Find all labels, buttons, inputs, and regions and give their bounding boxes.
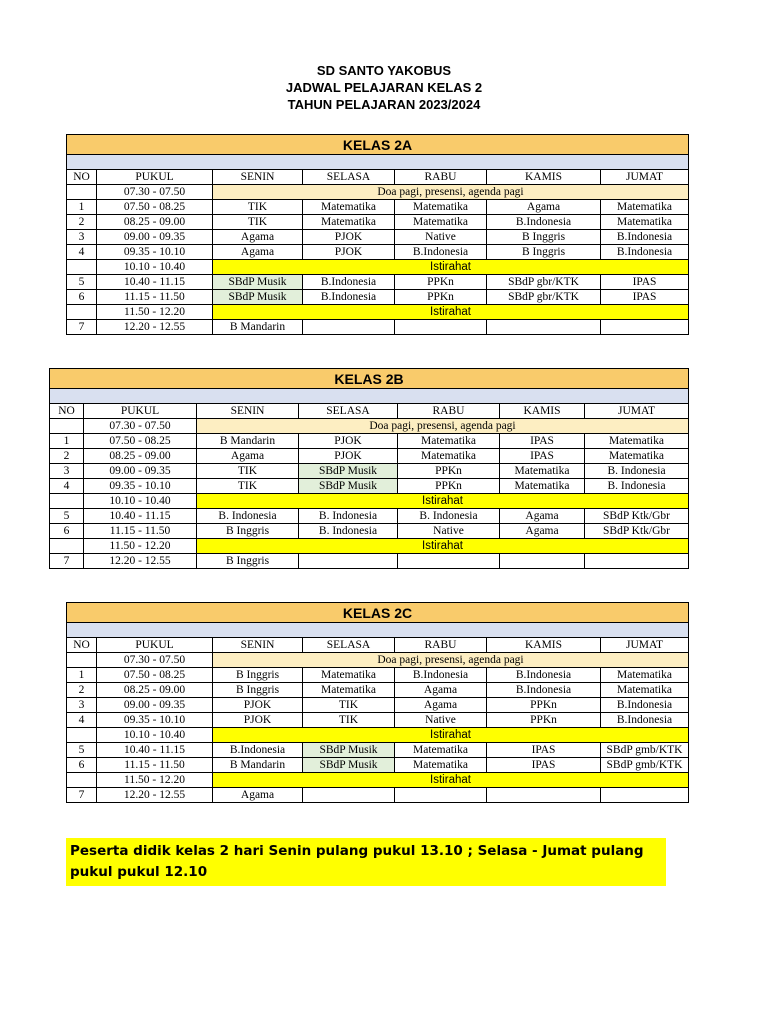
subject-cell: Agama <box>395 698 487 713</box>
subject-cell: Matematika <box>601 683 689 698</box>
subject-cell: Matematika <box>303 668 395 683</box>
subject-cell: B Mandarin <box>213 320 303 335</box>
period-number: 7 <box>67 320 97 335</box>
period-time: 08.25 - 09.00 <box>84 449 197 464</box>
period-number: 1 <box>67 200 97 215</box>
table-row <box>67 728 689 743</box>
school-name: SD SANTO YAKOBUS <box>316 63 452 78</box>
schedule-table-2a <box>66 134 689 335</box>
morning-agenda-label: Doa pagi, presensi, agenda pagi <box>213 653 689 668</box>
table-row <box>67 290 689 305</box>
period-number <box>67 305 97 320</box>
table-row <box>67 230 689 245</box>
subject-cell: B.Indonesia <box>303 275 395 290</box>
subject-cell: Matematika <box>585 449 689 464</box>
subject-cell: PPKn <box>398 464 500 479</box>
column-header-row <box>67 638 689 653</box>
period-time: 07.50 - 08.25 <box>97 200 213 215</box>
subject-cell: B.Indonesia <box>487 683 601 698</box>
table-row <box>67 320 689 335</box>
subject-cell: B. Indonesia <box>585 479 689 494</box>
period-time: 12.20 - 12.55 <box>84 554 197 569</box>
subject-cell: Agama <box>213 788 303 803</box>
table-row <box>67 215 689 230</box>
period-time: 07.50 - 08.25 <box>84 434 197 449</box>
class-title: KELAS 2B <box>50 369 689 389</box>
period-number: 2 <box>50 449 84 464</box>
subject-cell: Matematika <box>500 479 585 494</box>
subject-cell: IPAS <box>601 275 689 290</box>
subject-cell: Matematika <box>395 758 487 773</box>
subject-cell: PJOK <box>303 245 395 260</box>
subject-cell <box>303 788 395 803</box>
subject-cell: Agama <box>500 524 585 539</box>
morning-agenda-label: Doa pagi, presensi, agenda pagi <box>213 185 689 200</box>
subject-cell: PJOK <box>213 713 303 728</box>
subheader-bar-cell <box>67 155 689 170</box>
subheader-bar <box>67 623 689 638</box>
table-row <box>67 185 689 200</box>
table-row <box>50 464 689 479</box>
subject-cell: PPKn <box>487 698 601 713</box>
subject-cell: PPKn <box>395 290 487 305</box>
subject-cell: B.Indonesia <box>601 245 689 260</box>
column-header: JUMAT <box>601 638 689 653</box>
subject-cell: SBdP gmb/KTK <box>601 758 689 773</box>
period-number: 7 <box>67 788 97 803</box>
period-number: 1 <box>67 668 97 683</box>
subject-cell: PPKn <box>487 713 601 728</box>
subject-cell: B Inggris <box>197 554 299 569</box>
table-row <box>67 683 689 698</box>
subheader-bar <box>50 389 689 404</box>
subheader-bar-cell <box>50 389 689 404</box>
subject-cell: TIK <box>213 215 303 230</box>
column-header: NO <box>67 170 97 185</box>
dismissal-note: Peserta didik kelas 2 hari Senin pulang pukul 13.10 ; Selasa - Jumat pulang pukul pukul 12.10 <box>66 838 666 886</box>
period-number <box>67 260 97 275</box>
academic-year: TAHUN PELAJARAN 2023/2024 <box>287 97 481 112</box>
period-time: 07.30 - 07.50 <box>84 419 197 434</box>
subject-cell: Matematika <box>303 683 395 698</box>
period-number: 4 <box>50 479 84 494</box>
table-row <box>67 743 689 758</box>
period-time: 12.20 - 12.55 <box>97 788 213 803</box>
subject-cell <box>303 320 395 335</box>
column-header-row <box>67 170 689 185</box>
column-header: RABU <box>395 170 487 185</box>
subject-cell: SBdP gbr/KTK <box>487 290 601 305</box>
subject-cell: B Inggris <box>213 683 303 698</box>
table-row <box>67 698 689 713</box>
period-time: 11.15 - 11.50 <box>97 758 213 773</box>
class-title-row <box>67 603 689 623</box>
subject-cell: B. Indonesia <box>197 509 299 524</box>
column-header: KAMIS <box>487 638 601 653</box>
period-time: 09.00 - 09.35 <box>97 230 213 245</box>
schedule-title: JADWAL PELAJARAN KELAS 2 <box>285 80 483 95</box>
break-label: Istirahat <box>213 305 689 320</box>
period-number: 2 <box>67 215 97 230</box>
period-time: 10.10 - 10.40 <box>97 260 213 275</box>
subject-cell <box>299 554 398 569</box>
subject-cell: SBdP Ktk/Gbr <box>585 509 689 524</box>
period-number <box>67 773 97 788</box>
table-row <box>50 509 689 524</box>
period-time: 11.15 - 11.50 <box>84 524 197 539</box>
period-number: 6 <box>67 290 97 305</box>
subject-cell: TIK <box>197 464 299 479</box>
subject-cell: SBdP Ktk/Gbr <box>585 524 689 539</box>
subject-cell <box>585 554 689 569</box>
table-row <box>50 449 689 464</box>
period-number: 3 <box>67 230 97 245</box>
period-time: 11.15 - 11.50 <box>97 290 213 305</box>
subject-cell: TIK <box>213 200 303 215</box>
table-row <box>50 419 689 434</box>
period-time: 10.40 - 11.15 <box>97 743 213 758</box>
period-time: 09.35 - 10.10 <box>97 245 213 260</box>
subheader-bar <box>67 155 689 170</box>
period-time: 09.35 - 10.10 <box>84 479 197 494</box>
subject-cell: Matematika <box>398 449 500 464</box>
period-number <box>50 494 84 509</box>
period-time: 10.40 - 11.15 <box>97 275 213 290</box>
subject-cell <box>395 788 487 803</box>
subject-cell: Matematika <box>601 668 689 683</box>
period-time: 07.30 - 07.50 <box>97 185 213 200</box>
period-number: 3 <box>67 698 97 713</box>
column-header: PUKUL <box>97 638 213 653</box>
table-row <box>67 668 689 683</box>
class-title-row <box>50 369 689 389</box>
subject-cell: Matematika <box>395 200 487 215</box>
subject-cell: PJOK <box>213 698 303 713</box>
subject-cell: Agama <box>213 245 303 260</box>
period-time: 11.50 - 12.20 <box>97 305 213 320</box>
column-header: RABU <box>398 404 500 419</box>
class-title-row <box>67 135 689 155</box>
period-time: 09.00 - 09.35 <box>84 464 197 479</box>
subject-cell: B Mandarin <box>197 434 299 449</box>
subject-cell: IPAS <box>500 434 585 449</box>
table-row <box>50 434 689 449</box>
schedule-table-2c <box>66 602 689 803</box>
table-row <box>67 275 689 290</box>
table-row <box>50 494 689 509</box>
subject-cell: TIK <box>197 479 299 494</box>
subject-cell: B.Indonesia <box>303 290 395 305</box>
subject-cell: Matematika <box>398 434 500 449</box>
period-number: 4 <box>67 245 97 260</box>
subject-cell: PJOK <box>303 230 395 245</box>
class-title: KELAS 2A <box>67 135 689 155</box>
column-header: KAMIS <box>500 404 585 419</box>
period-time: 10.10 - 10.40 <box>84 494 197 509</box>
subject-cell: B Inggris <box>213 668 303 683</box>
period-time: 09.35 - 10.10 <box>97 713 213 728</box>
subject-cell: IPAS <box>601 290 689 305</box>
column-header: SELASA <box>303 638 395 653</box>
subject-cell: SBdP Musik <box>299 464 398 479</box>
subject-cell: Matematika <box>395 215 487 230</box>
column-header: KAMIS <box>487 170 601 185</box>
period-time: 07.50 - 08.25 <box>97 668 213 683</box>
period-number <box>50 419 84 434</box>
subject-cell: Matematika <box>601 215 689 230</box>
subject-cell: B. Indonesia <box>398 509 500 524</box>
column-header: SELASA <box>299 404 398 419</box>
table-row <box>67 260 689 275</box>
period-number: 5 <box>50 509 84 524</box>
subject-cell: IPAS <box>487 758 601 773</box>
subject-cell <box>487 788 601 803</box>
table-row <box>50 554 689 569</box>
period-number <box>50 539 84 554</box>
period-number: 3 <box>50 464 84 479</box>
column-header: NO <box>67 638 97 653</box>
break-label: Istirahat <box>197 494 689 509</box>
period-time: 11.50 - 12.20 <box>84 539 197 554</box>
subject-cell: Native <box>395 713 487 728</box>
subject-cell <box>500 554 585 569</box>
period-number <box>67 653 97 668</box>
subject-cell: B.Indonesia <box>601 698 689 713</box>
subject-cell <box>398 554 500 569</box>
subject-cell: B.Indonesia <box>395 668 487 683</box>
subject-cell: B.Indonesia <box>213 743 303 758</box>
table-row <box>67 200 689 215</box>
table-row <box>67 788 689 803</box>
subject-cell: B.Indonesia <box>601 230 689 245</box>
table-row <box>67 245 689 260</box>
subject-cell: SBdP Musik <box>213 290 303 305</box>
column-header: SENIN <box>213 638 303 653</box>
column-header: RABU <box>395 638 487 653</box>
break-label: Istirahat <box>213 260 689 275</box>
subject-cell: Matematika <box>601 200 689 215</box>
column-header: PUKUL <box>84 404 197 419</box>
period-number <box>67 728 97 743</box>
schedule-table-2b <box>49 368 689 569</box>
subject-cell: Native <box>398 524 500 539</box>
period-time: 08.25 - 09.00 <box>97 683 213 698</box>
column-header: SENIN <box>213 170 303 185</box>
subject-cell <box>487 320 601 335</box>
period-time: 10.10 - 10.40 <box>97 728 213 743</box>
subject-cell: Agama <box>197 449 299 464</box>
subject-cell: Agama <box>500 509 585 524</box>
subject-cell: IPAS <box>487 743 601 758</box>
period-number: 7 <box>50 554 84 569</box>
period-number: 2 <box>67 683 97 698</box>
subheader-bar-cell <box>67 623 689 638</box>
column-header: SELASA <box>303 170 395 185</box>
column-header: JUMAT <box>601 170 689 185</box>
period-time: 09.00 - 09.35 <box>97 698 213 713</box>
subject-cell: Agama <box>487 200 601 215</box>
subject-cell: PJOK <box>299 434 398 449</box>
table-row <box>67 773 689 788</box>
subject-cell: SBdP gmb/KTK <box>601 743 689 758</box>
subject-cell: Matematika <box>395 743 487 758</box>
period-number: 5 <box>67 275 97 290</box>
table-row <box>50 524 689 539</box>
subject-cell: Matematika <box>500 464 585 479</box>
column-header-row <box>50 404 689 419</box>
table-row <box>50 479 689 494</box>
subject-cell: B Inggris <box>197 524 299 539</box>
table-row <box>67 713 689 728</box>
table-row <box>67 305 689 320</box>
subject-cell <box>395 320 487 335</box>
subject-cell: B. Indonesia <box>299 509 398 524</box>
table-row <box>67 653 689 668</box>
subject-cell: SBdP Musik <box>303 743 395 758</box>
column-header: NO <box>50 404 84 419</box>
table-row <box>67 758 689 773</box>
period-time: 07.30 - 07.50 <box>97 653 213 668</box>
subject-cell: B.Indonesia <box>487 668 601 683</box>
break-label: Istirahat <box>197 539 689 554</box>
subject-cell: Matematika <box>303 215 395 230</box>
subject-cell: B Inggris <box>487 230 601 245</box>
subject-cell: TIK <box>303 713 395 728</box>
period-number: 1 <box>50 434 84 449</box>
column-header: PUKUL <box>97 170 213 185</box>
subject-cell: SBdP Musik <box>213 275 303 290</box>
subject-cell: Agama <box>213 230 303 245</box>
subject-cell: Matematika <box>585 434 689 449</box>
subject-cell: Native <box>395 230 487 245</box>
period-number: 4 <box>67 713 97 728</box>
morning-agenda-label: Doa pagi, presensi, agenda pagi <box>197 419 689 434</box>
period-time: 12.20 - 12.55 <box>97 320 213 335</box>
subject-cell: B Mandarin <box>213 758 303 773</box>
subject-cell: TIK <box>303 698 395 713</box>
subject-cell: B.Indonesia <box>601 713 689 728</box>
subject-cell: B. Indonesia <box>299 524 398 539</box>
period-number: 6 <box>67 758 97 773</box>
subject-cell: PPKn <box>395 275 487 290</box>
subject-cell: IPAS <box>500 449 585 464</box>
period-number: 5 <box>67 743 97 758</box>
subject-cell: SBdP Musik <box>303 758 395 773</box>
column-header: JUMAT <box>585 404 689 419</box>
subject-cell: PPKn <box>398 479 500 494</box>
table-row <box>50 539 689 554</box>
subject-cell: SBdP Musik <box>299 479 398 494</box>
subject-cell: B Inggris <box>487 245 601 260</box>
subject-cell: B.Indonesia <box>395 245 487 260</box>
subject-cell: PJOK <box>299 449 398 464</box>
break-label: Istirahat <box>213 728 689 743</box>
subject-cell: B. Indonesia <box>585 464 689 479</box>
period-number <box>67 185 97 200</box>
subject-cell: Matematika <box>303 200 395 215</box>
subject-cell: B.Indonesia <box>487 215 601 230</box>
period-number: 6 <box>50 524 84 539</box>
class-title: KELAS 2C <box>67 603 689 623</box>
period-time: 08.25 - 09.00 <box>97 215 213 230</box>
period-time: 10.40 - 11.15 <box>84 509 197 524</box>
subject-cell: Agama <box>395 683 487 698</box>
subject-cell: SBdP gbr/KTK <box>487 275 601 290</box>
subject-cell <box>601 320 689 335</box>
column-header: SENIN <box>197 404 299 419</box>
break-label: Istirahat <box>213 773 689 788</box>
subject-cell <box>601 788 689 803</box>
period-time: 11.50 - 12.20 <box>97 773 213 788</box>
